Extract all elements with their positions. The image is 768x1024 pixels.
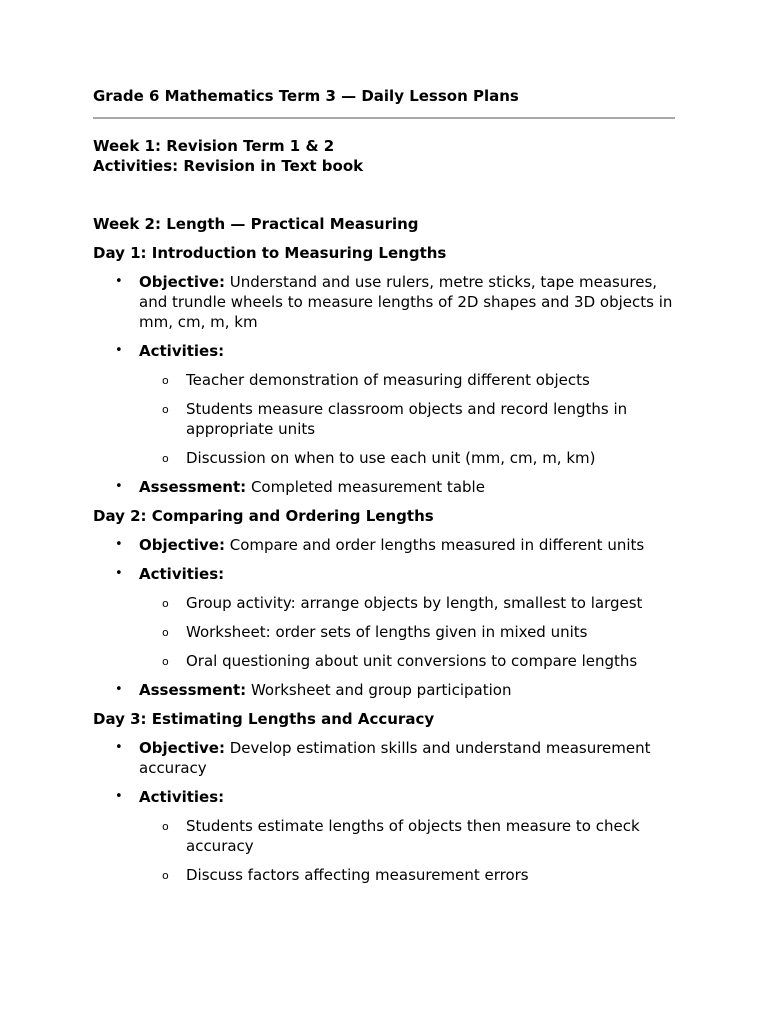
document-body (93, 86, 681, 885)
activities-label: Activities: (139, 342, 225, 360)
activities-label: Activities: (139, 788, 225, 806)
day2-list (93, 535, 681, 700)
activity-text: Oral questioning about unit conversions to compare lengths (186, 652, 638, 670)
day2-activities (93, 564, 681, 671)
week2-section (93, 214, 681, 885)
list-item (139, 816, 681, 856)
list-item (139, 865, 681, 885)
bullet-icon: • (115, 740, 123, 755)
sub-bullet-icon: o (162, 655, 169, 668)
sub-bullet-icon: o (162, 869, 169, 882)
day1-activities (93, 341, 681, 468)
day3-list (93, 738, 681, 885)
objective-text: Understand and use rulers, metre sticks, tape measures, and trundle wheels to measure lengths of 2D shapes and 3D objects in mm, cm, m, km (139, 273, 673, 331)
objective-label: Objective: (139, 273, 225, 291)
activity-text: Discuss factors affecting measurement errors (186, 866, 529, 884)
week1-section (93, 136, 681, 176)
activity-text: Students estimate lengths of objects then measure to check accuracy (186, 817, 640, 855)
week2-heading: Week 2: Length — Practical Measuring (93, 215, 419, 233)
assessment-text: Completed measurement table (250, 478, 485, 496)
list-item (139, 399, 681, 439)
objective-label: Objective: (139, 536, 225, 554)
bullet-icon: • (115, 343, 123, 358)
objective-label: Objective: (139, 739, 225, 757)
sub-bullet-icon: o (162, 374, 169, 387)
day3-objective (93, 738, 681, 778)
bullet-icon: • (115, 566, 123, 581)
activity-text: Students measure classroom objects and record lengths in appropriate units (186, 400, 628, 438)
sub-bullet-icon: o (162, 403, 169, 416)
list-item (139, 651, 681, 671)
list-item (139, 593, 681, 613)
bullet-icon: • (115, 537, 123, 552)
list-item (139, 622, 681, 642)
bullet-icon: • (115, 682, 123, 697)
day2-activity-list (139, 593, 681, 671)
activity-text: Worksheet: order sets of lengths given in mixed units (186, 623, 588, 641)
sub-bullet-icon: o (162, 597, 169, 610)
week1-activities: Activities: Revision in Text book (93, 157, 364, 175)
day1-list (93, 272, 681, 497)
sub-bullet-icon: o (162, 452, 169, 465)
objective-text: Compare and order lengths measured in different units (229, 536, 645, 554)
objective-text: Develop estimation skills and understand measurement accuracy (139, 739, 651, 777)
bullet-icon: • (115, 789, 123, 804)
title-divider (93, 117, 675, 119)
assessment-text: Worksheet and group participation (250, 681, 512, 699)
week1-heading: Week 1: Revision Term 1 & 2 (93, 137, 335, 155)
document-title: Grade 6 Mathematics Term 3 — Daily Lesson Plans (93, 87, 519, 105)
day3-title: Day 3: Estimating Lengths and Accuracy (93, 710, 435, 728)
day2-title: Day 2: Comparing and Ordering Lengths (93, 507, 434, 525)
day3-activities (93, 787, 681, 885)
sub-bullet-icon: o (162, 820, 169, 833)
bullet-icon: • (115, 274, 123, 289)
activity-text: Group activity: arrange objects by length, smallest to largest (186, 594, 643, 612)
activities-label: Activities: (139, 565, 225, 583)
day2-assessment (93, 680, 681, 700)
day2-objective (93, 535, 681, 555)
day1-assessment (93, 477, 681, 497)
day1-title: Day 1: Introduction to Measuring Lengths (93, 244, 447, 262)
bullet-icon: • (115, 479, 123, 494)
day1-activity-list (139, 370, 681, 468)
activity-text: Teacher demonstration of measuring different objects (186, 371, 590, 389)
assessment-label: Assessment: (139, 681, 247, 699)
sub-bullet-icon: o (162, 626, 169, 639)
activity-text: Discussion on when to use each unit (mm, cm, m, km) (186, 449, 596, 467)
list-item (139, 370, 681, 390)
day1-objective (93, 272, 681, 332)
list-item (139, 448, 681, 468)
day3-activity-list (139, 816, 681, 885)
assessment-label: Assessment: (139, 478, 247, 496)
